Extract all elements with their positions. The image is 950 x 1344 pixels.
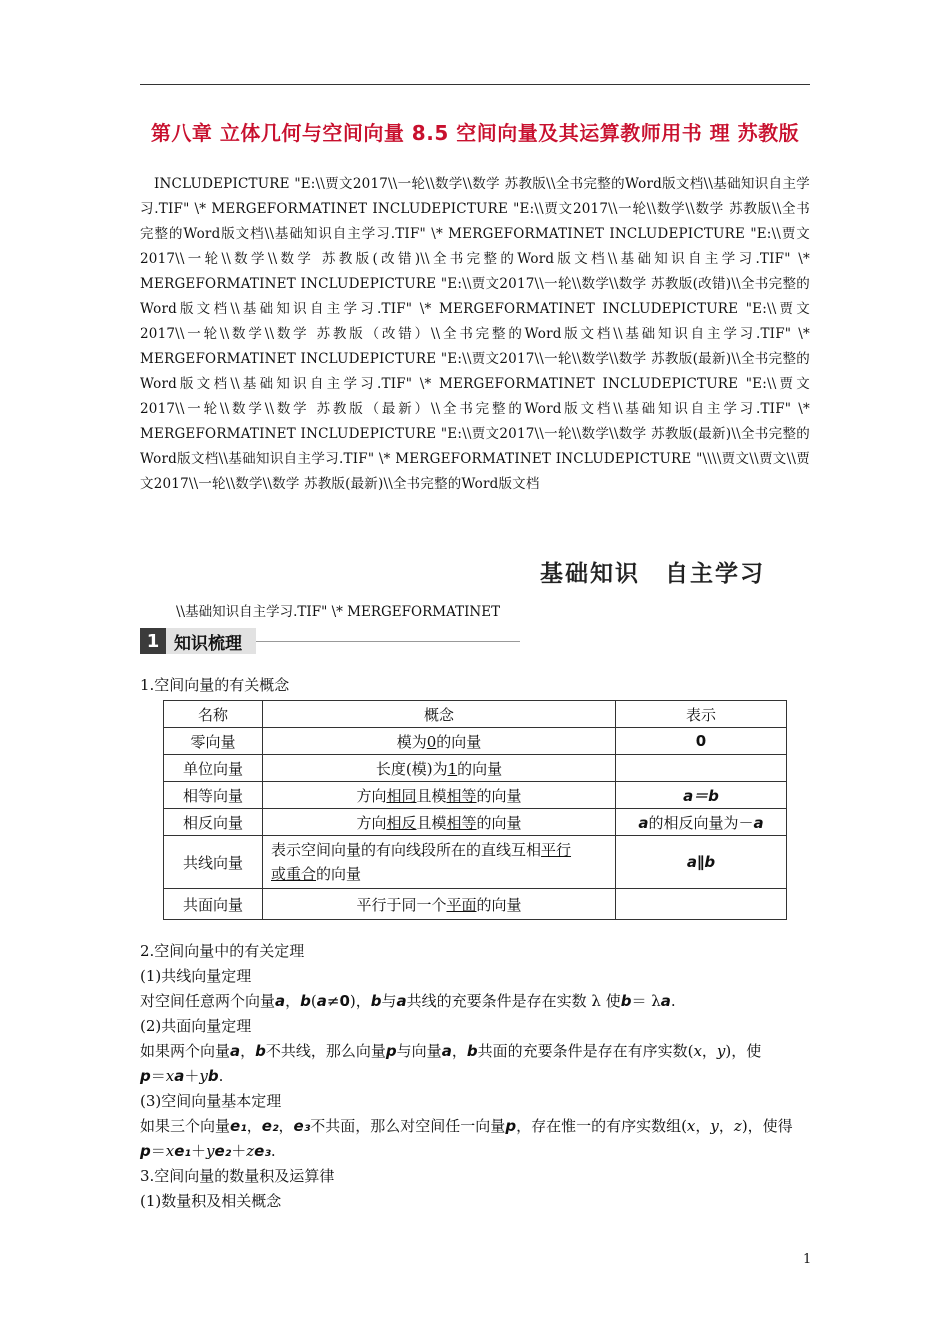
table-cell: 平行于同一个平面的向量 xyxy=(263,889,616,920)
table-header: 概念 xyxy=(263,701,616,728)
table-row xyxy=(164,755,787,782)
badge-number: 1 xyxy=(140,628,166,654)
s3-heading: 3.空间向量的数量积及运算律 xyxy=(140,1167,335,1185)
table-cell: 相等向量 xyxy=(164,782,263,809)
table-cell xyxy=(616,889,787,920)
table-header-row xyxy=(164,701,787,728)
badge-line xyxy=(256,641,520,642)
s2-2-text: 如果两个向量a，b不共线，那么向量p与向量a，b共面的充要条件是存在有序实数(x，y)，使 xyxy=(140,1042,762,1060)
table-cell: 方向相反且模相等的向量 xyxy=(263,809,616,836)
table-row xyxy=(164,809,787,836)
concept-table xyxy=(163,700,787,920)
s1-heading: 1.空间向量的有关概念 xyxy=(140,676,290,694)
table-cell: a∥b xyxy=(616,836,787,889)
table-row xyxy=(164,728,787,755)
s2-3-heading: (3)空间向量基本定理 xyxy=(140,1092,282,1110)
table-header: 表示 xyxy=(616,701,787,728)
page-number: 1 xyxy=(803,1252,812,1267)
table-cell: 表示空间向量的有向线段所在的直线互相平行 或重合的向量 xyxy=(263,836,616,889)
top-rule xyxy=(140,84,810,85)
include-paragraph: INCLUDEPICTURE "E:\\贾文2017\\一轮\\数学\\数学 苏教版\\全书完整的Word版文档\\基础知识自主学习.TIF" \* MERGEFORMATINET INCLUDEPICTURE "E:\\贾文2017\\一轮\\数学\\数学 苏教版\\全书完整的Word版文档\\基础知识自主学习.TIF" \* MERGEFORMATINET INCLUDEPICTURE "E:\\贾文2017\\一轮\\数学\\数学 苏教版(改错)\\全书完整的Word版文档\\基础知识自主学习.TIF" \* MERGEFORMATINET INCLUDEPICTURE "E:\\贾文2017\\一轮\\数学\\数学 苏教版(改错)\\全书完整的Word版文档\\基础知识自主学习.TIF" \* MERGEFORMATINET INCLUDEPICTURE "E:\\贾文2017\\一轮\\数学\\数学 苏教版（改错）\\全书完整的Word版文档\\基础知识自主学习.TIF" \* MERGEFORMATINET INCLUDEPICTURE "E:\\贾文2017\\一轮\\数学\\数学 苏教版(最新)\\全书完整的Word版文档\\基础知识自主学习.TIF" \* MERGEFORMATINET INCLUDEPICTURE "E:\\贾文2017\\一轮\\数学\\数学 苏教版（最新）\\全书完整的Word版文档\\基础知识自主学习.TIF" \* MERGEFORMATINET INCLUDEPICTURE "E:\\贾文2017\\一轮\\数学\\数学 苏教版(最新)\\全书完整的Word版文档\\基础知识自主学习.TIF" \* MERGEFORMATINET INCLUDEPICTURE "\\\\贾文\\贾文\\贾文2017\\一轮\\数学\\数学 苏教版(最新)\\全书完整的Word版文档 xyxy=(140,176,810,492)
table-cell: 0 xyxy=(616,728,787,755)
table-cell: a的相反向量为－a xyxy=(616,809,787,836)
section-heading: 基础知识 自主学习 xyxy=(540,561,765,587)
include-tail: \\基础知识自主学习.TIF" \* MERGEFORMATINET xyxy=(176,604,501,620)
table-row xyxy=(164,836,787,889)
table-row xyxy=(164,782,787,809)
page-title: 第八章 立体几何与空间向量 8.5 空间向量及其运算教师用书 理 苏教版 xyxy=(150,121,800,145)
s2-2-formula: p＝xa＋yb. xyxy=(140,1067,224,1085)
table-cell xyxy=(616,755,787,782)
s2-1-text: 对空间任意两个向量a，b(a≠0)，b与a共线的充要条件是存在实数 λ 使b＝ λa. xyxy=(140,992,676,1010)
s2-3-formula: p＝xe₁＋ye₂＋ze₃. xyxy=(140,1142,276,1160)
table-cell: 共面向量 xyxy=(164,889,263,920)
table-cell: 共线向量 xyxy=(164,836,263,889)
table-cell: 方向相同且模相等的向量 xyxy=(263,782,616,809)
table-cell: 相反向量 xyxy=(164,809,263,836)
badge-label: 知识梳理 xyxy=(166,628,256,654)
s2-2-heading: (2)共面向量定理 xyxy=(140,1017,252,1035)
s2-1-heading: (1)共线向量定理 xyxy=(140,967,252,985)
table-cell: 模为0的向量 xyxy=(263,728,616,755)
table-cell: 单位向量 xyxy=(164,755,263,782)
include-field-text xyxy=(140,172,810,497)
s2-3-text: 如果三个向量e₁，e₂，e₃不共面，那么对空间任一向量p，存在惟一的有序实数组(x，y，z)，使得 xyxy=(140,1117,793,1135)
table-header: 名称 xyxy=(164,701,263,728)
section-badge xyxy=(140,627,520,655)
table-cell: a＝b xyxy=(616,782,787,809)
table-cell: 零向量 xyxy=(164,728,263,755)
table-cell: 长度(模)为1的向量 xyxy=(263,755,616,782)
theorems-section xyxy=(140,939,810,1214)
table-row xyxy=(164,889,787,920)
s3-1-heading: (1)数量积及相关概念 xyxy=(140,1192,282,1210)
s2-heading: 2.空间向量中的有关定理 xyxy=(140,942,305,960)
